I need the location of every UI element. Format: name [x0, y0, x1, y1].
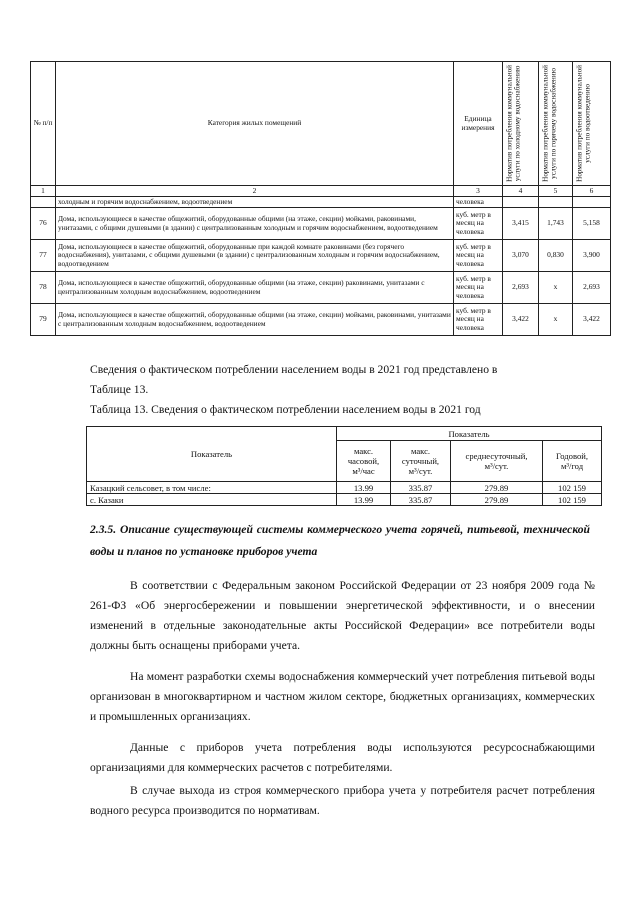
- col-number: 1: [31, 186, 56, 197]
- norms-table: [30, 61, 611, 336]
- row-hot: x: [539, 272, 573, 304]
- header-group: Показатель: [337, 427, 602, 441]
- row-cold: 3,415: [503, 208, 539, 240]
- paragraph: В случае выхода из строя коммерческого прибора учета у потребителя расчет потребления водного ресурса производится по нормативам.: [90, 784, 595, 817]
- header-num: № п/п: [31, 62, 56, 186]
- row-hot: 0,830: [539, 240, 573, 272]
- row-category: Дома, использующиеся в качестве общежитий, оборудованные общими (на этаже, секции) мойками, раковинами, унитазами с централизованным холодным водоснабжением, водоотведением: [56, 304, 454, 336]
- header-line: часовой,: [347, 456, 380, 466]
- row-unit: куб. метр в месяц на человека: [454, 208, 503, 240]
- section-heading: 2.3.5. Описание существующей системы коммерческого учета горячей, питьевой, технической воды и планов по установке приборов учета: [90, 523, 590, 558]
- table-row: [31, 197, 611, 208]
- row-category: холодным и горячим водоснабжением, водоотведением: [56, 197, 454, 208]
- table-row: [31, 304, 611, 336]
- row-max-hourly: 13.99: [337, 494, 391, 506]
- row-name: с. Казаки: [87, 494, 337, 506]
- table-row: [87, 482, 602, 494]
- table-row: [87, 494, 602, 506]
- row-unit: куб. метр в месяц на человека: [454, 304, 503, 336]
- row-cold: 2,693: [503, 272, 539, 304]
- row-num: 76: [31, 208, 56, 240]
- row-num-empty: [31, 197, 56, 208]
- header-cold-text: Норматив потребления коммунальной услуги по холодному водоснабжению: [505, 65, 522, 182]
- row-max-daily: 335.87: [391, 494, 451, 506]
- col-number: 5: [539, 186, 573, 197]
- norms-table-header: [31, 62, 611, 186]
- row-drain-empty: [573, 197, 611, 208]
- row-category: Дома, использующиеся в качестве общежитий, оборудованные общими (на этаже, секции) раковинами, унитазами с централизованным холодным водоснабжением, водоотведением: [56, 272, 454, 304]
- header-indicator: Показатель: [87, 427, 337, 482]
- header-drain-text: Норматив потребления коммунальной услуги по водоотведению: [575, 65, 592, 182]
- header-unit: Единица измерения: [454, 62, 503, 186]
- row-unit: человека: [454, 197, 503, 208]
- intro-line-1: Сведения о фактическом потреблении населением воды в 2021 год представлено в: [90, 363, 498, 376]
- header-line: суточный,: [401, 456, 440, 466]
- header-line: м³/год: [560, 461, 584, 471]
- row-hot-empty: [539, 197, 573, 208]
- header-line: среднесуточный,: [465, 451, 528, 461]
- paragraph: В соответствии с Федеральным законом Российской Федерации от 23 ноября 2009 года № 261-ФЗ «Об энергосбережении и повышении энергетической эффективности, и о внесении изменений в отдельные законодательные акты Российской Федерации» все потребители воды должны быть оснащены приборами учета.: [90, 579, 595, 652]
- table-caption: Таблица 13. Сведения о фактическом потреблении населением воды в 2021 год: [90, 403, 481, 416]
- row-drain: 3,422: [573, 304, 611, 336]
- row-cold: 3,422: [503, 304, 539, 336]
- row-num: 77: [31, 240, 56, 272]
- row-avg-daily: 279.89: [451, 494, 543, 506]
- col-number: 6: [573, 186, 611, 197]
- table-row: [31, 208, 611, 240]
- header-line: макс.: [410, 446, 431, 456]
- column-numbers-row: [31, 186, 611, 197]
- paragraph: На момент разработки схемы водоснабжения коммерческий учет потребления питьевой воды организован в многоквартирном и частном жилом секторе, бюджетных организациях, коммерческих и промышленных организациях.: [90, 670, 595, 723]
- header-line: м³/час: [352, 466, 375, 476]
- row-cold: 3,070: [503, 240, 539, 272]
- row-annual: 102 159: [543, 482, 602, 494]
- row-category: Дома, использующиеся в качестве общежитий, оборудованные при каждой комнате раковинами (без горячего водоснабжения), унитазами, с общими душевыми (в здании) с централизованным холодным и горячим водоснабжением, водоотведением: [56, 240, 454, 272]
- row-drain: 3,900: [573, 240, 611, 272]
- table-row: [31, 240, 611, 272]
- intro-line-2: Таблице 13.: [90, 383, 149, 396]
- row-unit: куб. метр в месяц на человека: [454, 272, 503, 304]
- row-num: 79: [31, 304, 56, 336]
- header-hot-text: Норматив потребления коммунальной услуги по горячему водоснабжению: [541, 65, 558, 182]
- consumption-table-header-top: [87, 427, 602, 441]
- row-annual: 102 159: [543, 494, 602, 506]
- row-drain: 2,693: [573, 272, 611, 304]
- row-cold-empty: [503, 197, 539, 208]
- row-max-hourly: 13.99: [337, 482, 391, 494]
- row-name: Казацкий сельсовет, в том числе:: [87, 482, 337, 494]
- col-number: 3: [454, 186, 503, 197]
- table-row: [31, 272, 611, 304]
- header-drain: [573, 62, 611, 186]
- header-category: Категория жилых помещений: [56, 62, 454, 186]
- header-max-hourly: [337, 441, 391, 482]
- col-number: 4: [503, 186, 539, 197]
- row-unit: куб. метр в месяц на человека: [454, 240, 503, 272]
- row-avg-daily: 279.89: [451, 482, 543, 494]
- header-max-daily: [391, 441, 451, 482]
- header-line: макс.: [353, 446, 374, 456]
- row-hot: 1,743: [539, 208, 573, 240]
- paragraph: Данные с приборов учета потребления воды используются ресурсоснабжающими организациями для коммерческих расчетов с потребителями.: [90, 741, 595, 774]
- row-num: 78: [31, 272, 56, 304]
- header-avg-daily: [451, 441, 543, 482]
- header-line: Годовой,: [556, 451, 588, 461]
- row-max-daily: 335.87: [391, 482, 451, 494]
- header-cold: [503, 62, 539, 186]
- row-category: Дома, использующиеся в качестве общежитий, оборудованные общими (на этаже, секции) мойками, раковинами, унитазами, с общими душевыми (в здании) с централизованным холодным и горячим водоснабжением, водоотведением: [56, 208, 454, 240]
- row-hot: x: [539, 304, 573, 336]
- consumption-table: [86, 426, 602, 506]
- row-drain: 5,158: [573, 208, 611, 240]
- col-number: 2: [56, 186, 454, 197]
- header-annual: [543, 441, 602, 482]
- header-hot: [539, 62, 573, 186]
- header-line: м³/сут.: [408, 466, 433, 476]
- header-line: м³/сут.: [484, 461, 509, 471]
